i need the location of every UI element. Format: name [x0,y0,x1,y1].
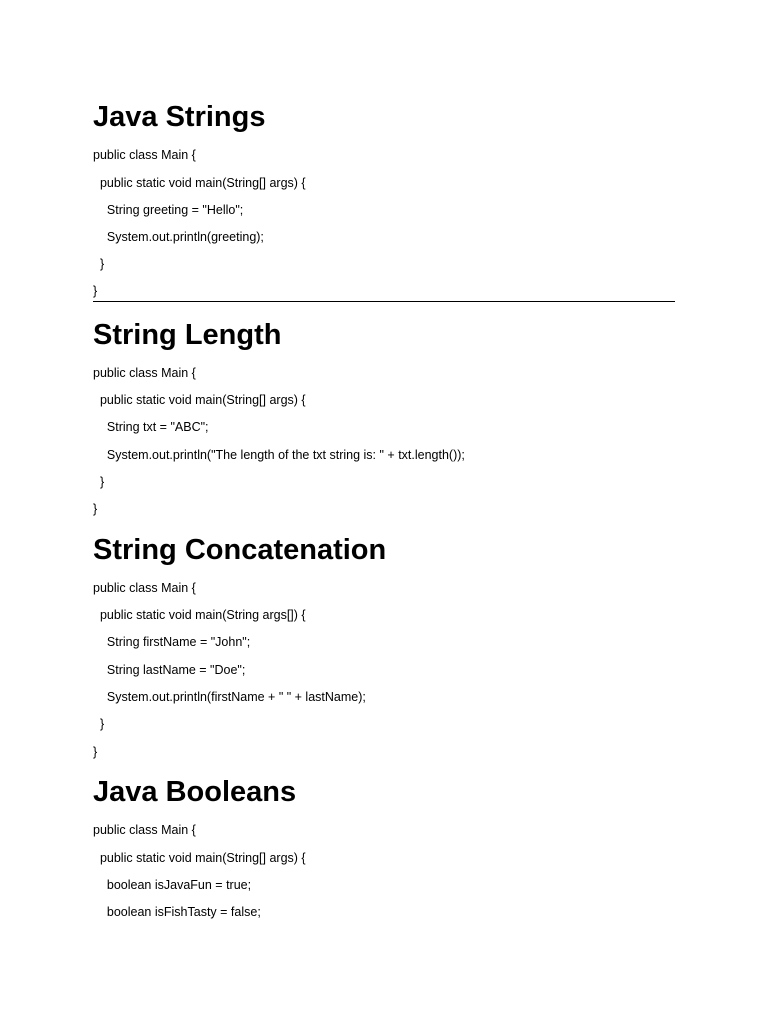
code-line: public class Main { [93,823,196,837]
code-line: } [93,257,105,271]
code-line: String txt = "ABC"; [93,420,209,434]
section-heading-java-booleans: Java Booleans [93,776,297,808]
code-line: public class Main { [93,581,196,595]
code-line: System.out.println(firstName + " " + lastName); [93,690,366,704]
code-line: } [93,475,105,489]
code-line: boolean isJavaFun = true; [93,878,252,892]
code-line: public class Main { [93,148,196,162]
code-line: } [93,745,98,759]
code-line: public class Main { [93,366,196,380]
code-line: public static void main(String[] args) { [93,851,306,865]
section-heading-string-length: String Length [93,319,282,351]
code-line: } [93,717,105,731]
code-line: public static void main(String args[]) { [93,608,306,622]
code-line: } [93,502,98,516]
code-line: String lastName = "Doe"; [93,663,246,677]
code-line: String greeting = "Hello"; [93,203,244,217]
section-heading-string-concatenation: String Concatenation [93,534,387,566]
code-line: public static void main(String[] args) { [93,393,306,407]
section-heading-java-strings: Java Strings [93,101,266,133]
code-line: String firstName = "John"; [93,635,251,649]
horizontal-divider [93,301,675,302]
code-line: public static void main(String[] args) { [93,176,306,190]
code-line: System.out.println("The length of the txt string is: " + txt.length()); [93,448,465,462]
code-line: boolean isFishTasty = false; [93,905,261,919]
code-line: } [93,284,98,298]
code-line: System.out.println(greeting); [93,230,264,244]
